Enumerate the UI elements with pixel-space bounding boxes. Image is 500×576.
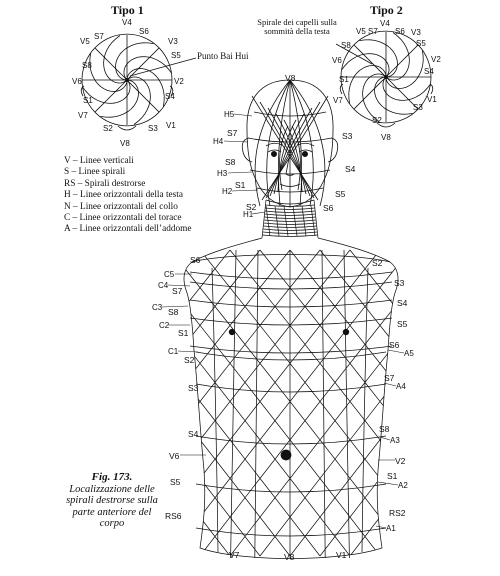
- label-c3: C3: [152, 303, 163, 312]
- t2-label-s5: S5: [416, 39, 426, 48]
- chest-horizontal-line: [190, 282, 392, 289]
- torso-spiral-line: [350, 250, 500, 556]
- label-s3-head: S3: [342, 131, 353, 141]
- t2-label-s7: S7: [368, 27, 378, 36]
- legend-item-vertical: V – Linee verticali: [64, 156, 134, 166]
- label-a5: A5: [404, 349, 414, 358]
- legend: [64, 156, 192, 236]
- label-s8-left: S8: [168, 307, 179, 317]
- right-pupil: [302, 151, 307, 156]
- t1-label-s4: S4: [165, 92, 175, 101]
- neck-spiral-line: [284, 206, 288, 236]
- t2-label-s8: S8: [341, 41, 351, 50]
- t2-label-s2: S2: [372, 116, 382, 125]
- abdomen-horizontal-line: [196, 436, 386, 444]
- label-s3-right: S3: [394, 278, 405, 288]
- label-s7-head: S7: [227, 128, 238, 138]
- head-spiral-line: [262, 96, 328, 200]
- t2-label-s1: S1: [339, 75, 349, 84]
- label-s8-head: S8: [225, 157, 236, 167]
- neck-horizontal-line: [264, 223, 317, 225]
- type2-center-point: [384, 75, 387, 78]
- label-s6-head: S6: [323, 203, 334, 213]
- t1-label-v7: V7: [78, 111, 88, 120]
- label-v6: V6: [169, 451, 180, 461]
- label-leader-line: [252, 212, 265, 214]
- figure-caption-text: Localizzazione delle spirali destrorse sulla parte anteriore del corpo: [66, 483, 158, 530]
- neck-horizontal-line: [263, 226, 316, 228]
- torso-spiral-line: [230, 250, 470, 556]
- t1-label-v6: V6: [72, 77, 82, 86]
- neck-horizontal-line: [263, 232, 317, 234]
- label-a2: A2: [398, 481, 408, 490]
- label-s8-right: S8: [379, 424, 390, 434]
- torso-spiral-line: [230, 250, 470, 556]
- type2-spiral-line: [363, 74, 386, 122]
- abdomen-horizontal-line: [196, 384, 386, 392]
- legend-item-neck-horizontal: N – Linee orizzontali del collo: [64, 201, 178, 212]
- torso-vertical-line: [212, 268, 218, 552]
- legend-item-head-horizontal: H – Linee orizzontali della testa: [64, 190, 184, 201]
- label-v7: V7: [229, 550, 240, 560]
- neck-horizontal-line: [265, 214, 316, 216]
- type2-vertical-line: [386, 45, 418, 77]
- label-s7-left: S7: [172, 286, 183, 296]
- t1-label-v3: V3: [168, 37, 178, 46]
- label-a3: A3: [390, 436, 400, 445]
- label-v2: V2: [395, 456, 406, 466]
- head-vertical-line: [290, 80, 325, 206]
- type1-spiral-line: [124, 57, 172, 80]
- t2-label-s6: S6: [395, 27, 405, 36]
- t2-label-v6: V6: [332, 56, 342, 65]
- label-h5: H5: [224, 110, 235, 119]
- label-h2: H2: [222, 187, 233, 196]
- type2-spiral-line: [383, 77, 431, 100]
- torso-vertical-line: [344, 250, 349, 558]
- label-s4-right: S4: [397, 298, 408, 308]
- right-nipple: [343, 329, 349, 335]
- type1-spiral-line: [127, 77, 150, 125]
- label-h1: H1: [243, 210, 254, 219]
- label-s2-head: S2: [246, 202, 257, 212]
- label-s4-head: S4: [345, 164, 356, 174]
- t1-label-s6: S6: [139, 27, 149, 36]
- t2-label-v3: V3: [411, 28, 421, 37]
- neck-spiral-line: [311, 206, 315, 236]
- t1-label-s5: S5: [171, 51, 181, 60]
- t1-label-v5: V5: [80, 37, 90, 46]
- label-c5: C5: [164, 270, 175, 279]
- label-leader-line: [234, 114, 252, 116]
- torso-spiral-line: [350, 250, 500, 556]
- type1-center-point: [125, 78, 128, 81]
- type2-spiral-line: [386, 33, 409, 81]
- t2-label-v7: V7: [333, 96, 343, 105]
- torso-vertical-line: [231, 250, 236, 558]
- label-v8-top: V8: [285, 73, 296, 83]
- torso-spiral-line: [260, 250, 500, 556]
- label-leader-line: [384, 383, 396, 386]
- type2-title: Tipo 2: [370, 3, 403, 17]
- label-s2-left: S2: [184, 355, 195, 365]
- legend-item-chest-horizontal: C – Linee orizzontali del torace: [64, 213, 182, 224]
- label-leader-line: [232, 190, 258, 191]
- hair-spiral-note: Spirale dei capelli sulla sommità della testa: [257, 17, 337, 36]
- legend-item-right-spiral: RS – Spirali destrorse: [64, 178, 146, 189]
- label-s1-right: S1: [387, 471, 398, 481]
- chest-horizontal-line: [190, 300, 392, 307]
- t2-label-s4: S4: [424, 67, 434, 76]
- type2-spiral-line: [342, 54, 390, 77]
- t1-label-v1: V1: [166, 121, 176, 130]
- label-c4: C4: [158, 281, 169, 290]
- label-h4: H4: [213, 137, 224, 146]
- type1-title: Tipo 1: [111, 3, 144, 17]
- figure-number: Fig. 173.: [91, 471, 133, 483]
- abdomen-horizontal-line: [196, 528, 386, 536]
- t2-label-v2: V2: [431, 55, 441, 64]
- neck-horizontal-line: [263, 235, 318, 237]
- t1-label-s7: S7: [94, 32, 104, 41]
- type1-vertical-line: [95, 80, 127, 112]
- type1-spiral-line: [104, 36, 127, 84]
- label-s5-left: S5: [170, 477, 181, 487]
- label-v1: V1: [336, 550, 347, 560]
- label-v8-bottom: V8: [284, 552, 295, 562]
- torso-vertical-line: [255, 250, 258, 558]
- torso-vertical-line: [322, 250, 325, 558]
- type1-chin: [118, 126, 136, 130]
- t2-label-v8: V8: [381, 133, 391, 142]
- neck-horizontal-line: [265, 211, 315, 213]
- label-s4-left: S4: [188, 429, 199, 439]
- label-s1-head: S1: [235, 180, 246, 190]
- label-leader-line: [178, 351, 198, 352]
- neck-spiral-line: [293, 206, 297, 236]
- t1-label-s1: S1: [83, 96, 93, 105]
- legend-item-abdomen-horizontal: A – Linee orizzontali dell’addome: [64, 224, 192, 235]
- torso-spiral-line: [260, 250, 500, 556]
- t1-label-s2: S2: [103, 124, 113, 133]
- label-s6-right: S6: [389, 340, 400, 350]
- t1-label-v4: V4: [122, 18, 132, 27]
- label-s6-shoulder: S6: [190, 255, 201, 265]
- neck-spiral-line: [266, 206, 270, 236]
- head-spiral-line: [252, 96, 318, 200]
- legend-item-spiral: S – Linee spirali: [64, 167, 126, 178]
- label-s1-left: S1: [178, 328, 189, 338]
- label-s3-left: S3: [188, 383, 199, 393]
- bai-hui-point-label: Punto Bai Hui: [197, 51, 249, 61]
- t2-label-v4: V4: [380, 19, 390, 28]
- type1-vertical-line: [127, 80, 159, 112]
- navel: [281, 450, 291, 460]
- neck-horizontal-line: [264, 217, 315, 219]
- head-figure: [242, 80, 338, 207]
- label-leader-line: [380, 437, 390, 440]
- label-a4: A4: [396, 382, 406, 391]
- left-nipple: [229, 329, 235, 335]
- label-leader-line: [228, 172, 252, 173]
- label-leader-line: [224, 141, 248, 142]
- t2-label-v1: V1: [427, 95, 437, 104]
- t2-label-v5: V5: [356, 27, 366, 36]
- label-c2: C2: [159, 321, 170, 330]
- type2-vertical-line: [354, 45, 386, 77]
- label-s2-shoulder: S2: [372, 258, 383, 268]
- label-s7-right: S7: [384, 373, 395, 383]
- type1-vertical-line: [95, 48, 127, 80]
- type2-vertical-line: [354, 77, 386, 109]
- t1-label-s3: S3: [148, 124, 158, 133]
- label-a1: A1: [386, 524, 396, 533]
- torso-vertical-line: [362, 268, 368, 552]
- label-leader-line: [376, 526, 386, 528]
- label-c1: C1: [168, 347, 179, 356]
- label-s5-right: S5: [397, 319, 408, 329]
- label-leader-line: [388, 350, 404, 353]
- label-s5-head: S5: [335, 189, 346, 199]
- neck-horizontal-line: [263, 229, 317, 231]
- t1-label-s8: S8: [82, 61, 92, 70]
- t1-label-v8: V8: [120, 139, 130, 148]
- label-h3: H3: [217, 169, 228, 178]
- left-pupil: [271, 151, 276, 156]
- t1-label-v2: V2: [174, 77, 184, 86]
- label-rs6: RS6: [165, 511, 182, 521]
- head-vertical-line: [255, 80, 290, 206]
- neck-horizontal-line: [265, 208, 315, 210]
- chest-horizontal-line: [190, 346, 392, 353]
- neck-horizontal-line: [264, 220, 316, 222]
- t2-label-s3: S3: [413, 103, 423, 112]
- label-rs2: RS2: [389, 508, 406, 518]
- figure-caption: [64, 472, 160, 530]
